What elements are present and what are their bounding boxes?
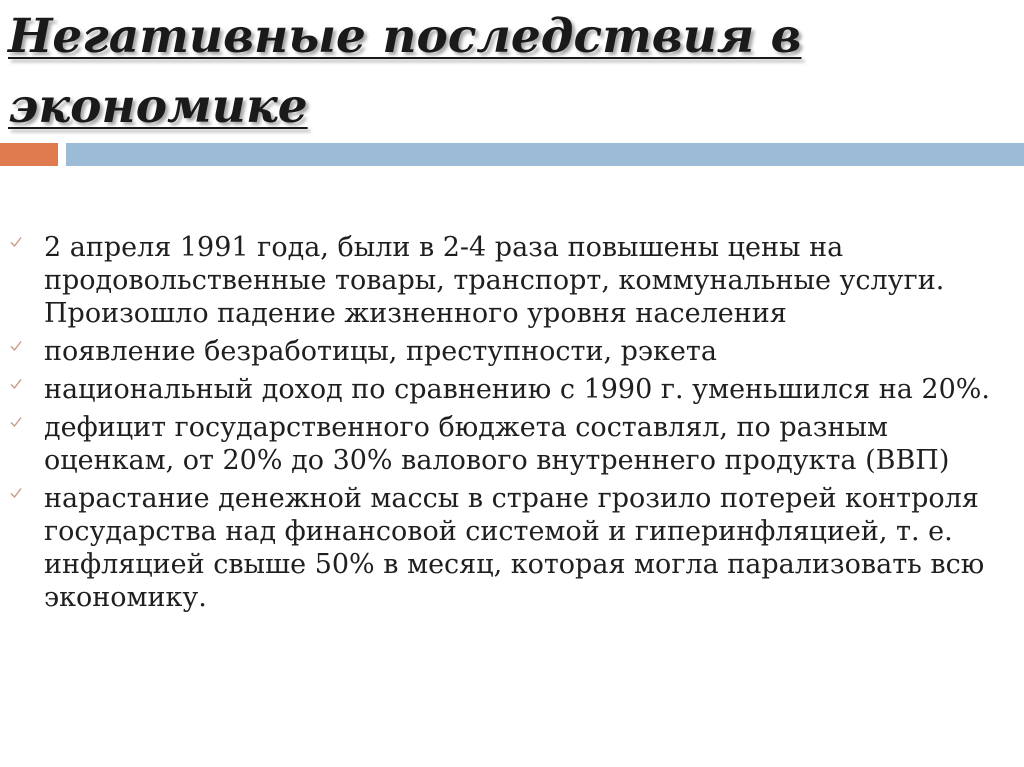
bullet-item <box>0 231 1024 330</box>
bullet-item <box>0 411 1024 477</box>
bullet-text: нарастание денежной массы в стране грозило потерей контроля государства над финансовой системой и гиперинфляцией, т. е. инфляцией свыше 50% в месяц, которая могла парализовать всю экономику. <box>44 483 985 613</box>
bullet-item <box>0 482 1024 614</box>
title-accent-bar-blue <box>66 143 1024 166</box>
slide-title: Негативные последствия в экономике <box>8 9 802 134</box>
bullet-text: 2 апреля 1991 года, были в 2-4 раза повышены цены на продовольственные товары, транспорт, коммунальные услуги. Произошло падение жизненного уровня населения <box>44 232 945 329</box>
bullet-item <box>0 335 1024 368</box>
check-icon <box>9 339 23 353</box>
bullet-text: национальный доход по сравнению с 1990 г. уменьшился на 20%. <box>44 374 991 405</box>
check-icon <box>9 486 23 500</box>
bullet-item <box>0 373 1024 406</box>
check-icon <box>9 377 23 391</box>
bullet-text: дефицит государственного бюджета составлял, по разным оценкам, от 20% до 30% валового внутреннего продукта (ВВП) <box>44 412 950 476</box>
check-icon <box>9 415 23 429</box>
bullet-list <box>0 231 1024 619</box>
check-icon <box>9 235 23 249</box>
bullet-text: появление безработицы, преступности, рэкета <box>44 336 717 367</box>
title-accent-bar-orange <box>0 143 58 166</box>
